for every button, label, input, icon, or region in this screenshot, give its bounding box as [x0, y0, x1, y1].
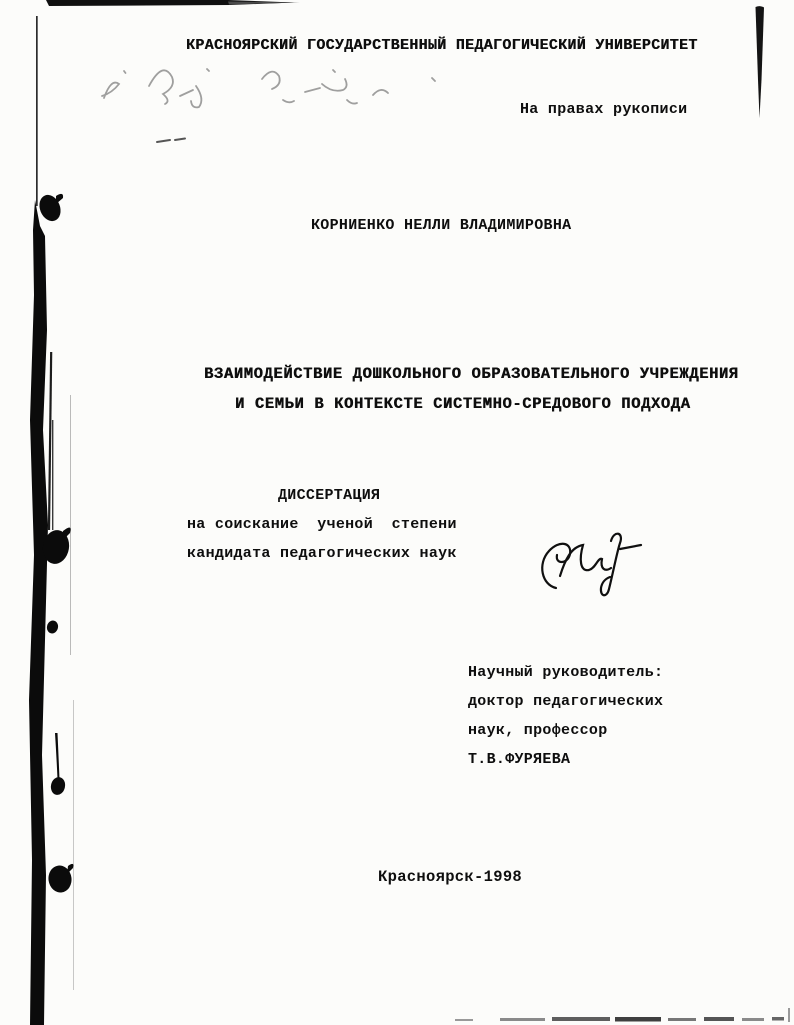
advisor-label: Научный руководитель: [468, 664, 664, 681]
city-year: Красноярск-1998 [378, 868, 523, 886]
top-right-fold-mark [756, 6, 765, 118]
thesis-type: ДИССЕРТАЦИЯ [278, 487, 381, 504]
author-name: КОРНИЕНКО НЕЛЛИ ВЛАДИМИРОВНА [311, 217, 572, 234]
advisor-name: Т.В.ФУРЯЕВА [468, 751, 571, 768]
advisor-degree-line1: доктор педагогических [468, 693, 664, 710]
binding-edge-artifact [29, 16, 74, 1025]
manuscript-rights-note: На правах рукописи [520, 101, 688, 118]
signature [542, 534, 641, 596]
university-name: КРАСНОЯРСКИЙ ГОСУДАРСТВЕННЫЙ ПЕДАГОГИЧЕСКИЙ УНИВЕРСИТЕТ [186, 37, 698, 54]
dissertation-title-line1: ВЗАИМОДЕЙСТВИЕ ДОШКОЛЬНОГО ОБРАЗОВАТЕЛЬНОГО УЧРЕЖДЕНИЯ [204, 365, 739, 383]
advisor-degree-line2: наук, профессор [468, 722, 608, 739]
bottom-scan-noise [455, 1008, 790, 1022]
top-edge-scan-streak [46, 0, 300, 6]
pencil-annotation-scribble [102, 69, 435, 107]
pencil-dash-mark [157, 139, 185, 143]
thesis-degree-line2: кандидата педагогических наук [187, 545, 457, 562]
thesis-degree-line1: на соискание ученой степени [187, 516, 457, 533]
dissertation-title-line2: И СЕМЬИ В КОНТЕКСТЕ СИСТЕМНО-СРЕДОВОГО ПОДХОДА [235, 395, 691, 413]
ink-blob-artifacts [36, 192, 74, 894]
